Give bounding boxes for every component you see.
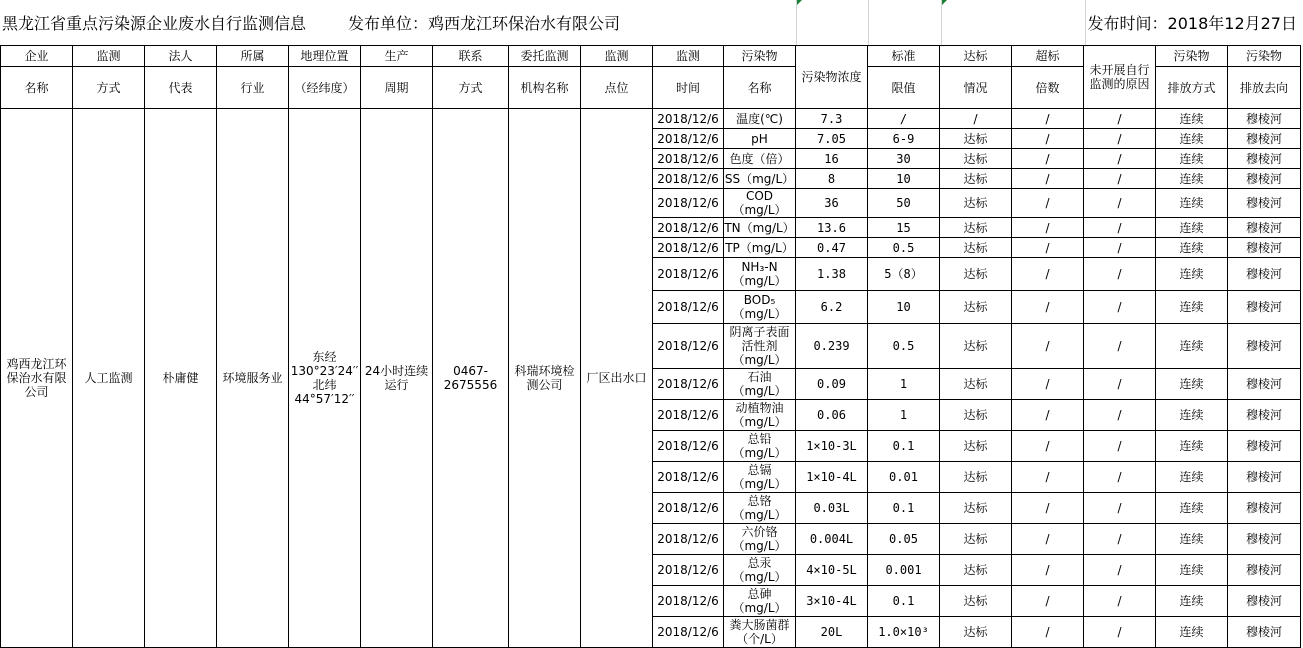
discharge-mode-cell[interactable]: 连续 [1156,555,1228,586]
status-cell[interactable]: 达标 [940,586,1012,617]
limit-cell[interactable]: 1 [868,400,940,431]
reason-cell[interactable]: / [1084,400,1156,431]
header-contact-bottom[interactable]: 方式 [433,67,509,109]
header-limit-bottom[interactable]: 限值 [868,67,940,109]
reason-cell[interactable]: / [1084,129,1156,149]
pollutant-cell[interactable]: 六价铬（mg/L） [724,524,796,555]
header-discharge-dest-bottom[interactable]: 排放去向 [1228,67,1301,109]
time-cell[interactable]: 2018/12/6 [653,189,724,218]
discharge-mode-cell[interactable]: 连续 [1156,324,1228,369]
concentration-cell[interactable]: 8 [796,169,868,189]
discharge-mode-cell[interactable]: 连续 [1156,586,1228,617]
status-cell[interactable]: 达标 [940,169,1012,189]
time-cell[interactable]: 2018/12/6 [653,324,724,369]
concentration-cell[interactable]: 0.239 [796,324,868,369]
status-cell[interactable]: 达标 [940,462,1012,493]
concentration-cell[interactable]: 0.03L [796,493,868,524]
pollutant-cell[interactable]: 阴离子表面活性剂（mg/L） [724,324,796,369]
status-cell[interactable]: 达标 [940,238,1012,258]
time-cell[interactable]: 2018/12/6 [653,617,724,648]
header-time-bottom[interactable]: 时间 [653,67,724,109]
status-cell[interactable]: 达标 [940,524,1012,555]
discharge-dest-cell[interactable]: 穆棱河 [1228,431,1301,462]
empty-cell[interactable] [797,0,869,45]
time-cell[interactable]: 2018/12/6 [653,524,724,555]
limit-cell[interactable]: 10 [868,169,940,189]
time-cell[interactable]: 2018/12/6 [653,218,724,238]
empty-cell[interactable] [942,0,1086,45]
time-cell[interactable]: 2018/12/6 [653,431,724,462]
header-point-bottom[interactable]: 点位 [581,67,653,109]
header-pollutant-bottom[interactable]: 名称 [724,67,796,109]
discharge-dest-cell[interactable]: 穆棱河 [1228,218,1301,238]
concentration-cell[interactable]: 7.05 [796,129,868,149]
discharge-mode-cell[interactable]: 连续 [1156,617,1228,648]
discharge-dest-cell[interactable]: 穆棱河 [1228,149,1301,169]
header-limit-top[interactable]: 标准 [868,46,940,67]
header-concentration[interactable]: 污染物浓度 [796,46,868,109]
location-cell[interactable]: 东经130°23′24′′北纬44°57′12′′ [289,109,361,648]
time-cell[interactable]: 2018/12/6 [653,586,724,617]
discharge-dest-cell[interactable]: 穆棱河 [1228,324,1301,369]
header-status-top[interactable]: 达标 [940,46,1012,67]
pollutant-cell[interactable]: 色度（倍） [724,149,796,169]
discharge-dest-cell[interactable]: 穆棱河 [1228,369,1301,400]
title-row [0,0,1303,45]
reason-cell[interactable]: / [1084,258,1156,291]
empty-cell[interactable] [869,0,942,45]
discharge-dest-cell[interactable]: 穆棱河 [1228,189,1301,218]
header-cycle-bottom[interactable]: 周期 [361,67,433,109]
status-cell[interactable]: 达标 [940,129,1012,149]
comment-marker [942,0,947,5]
status-cell[interactable]: 达标 [940,555,1012,586]
exceed-cell[interactable]: / [1012,169,1084,189]
pollutant-cell[interactable]: BOD₅（mg/L） [724,291,796,324]
reason-cell[interactable]: / [1084,109,1156,129]
concentration-cell[interactable]: 36 [796,189,868,218]
limit-cell[interactable]: 0.1 [868,431,940,462]
publish-date[interactable]: 发布时间：2018年12月27日 [1087,14,1297,33]
header-time-top[interactable]: 监测 [653,46,724,67]
status-cell[interactable]: 达标 [940,324,1012,369]
limit-cell[interactable]: / [868,109,940,129]
sheet-title-cell[interactable] [0,0,797,45]
reason-cell[interactable]: / [1084,369,1156,400]
reason-cell[interactable]: / [1084,555,1156,586]
pollutant-cell[interactable]: COD（mg/L） [724,189,796,218]
discharge-mode-cell[interactable]: 连续 [1156,238,1228,258]
reason-cell[interactable]: / [1084,169,1156,189]
header-company-name-top[interactable]: 企业 [1,46,73,67]
discharge-dest-cell[interactable]: 穆棱河 [1228,291,1301,324]
exceed-cell[interactable]: / [1012,218,1084,238]
time-cell[interactable]: 2018/12/6 [653,149,724,169]
exceed-cell[interactable]: / [1012,586,1084,617]
monitor-method-cell[interactable]: 人工监测 [73,109,145,648]
concentration-cell[interactable]: 13.6 [796,218,868,238]
header-point-top[interactable]: 监测 [581,46,653,67]
limit-cell[interactable]: 50 [868,189,940,218]
exceed-cell[interactable]: / [1012,493,1084,524]
concentration-cell[interactable]: 7.3 [796,109,868,129]
time-cell[interactable]: 2018/12/6 [653,369,724,400]
status-cell[interactable]: 达标 [940,218,1012,238]
limit-cell[interactable]: 15 [868,218,940,238]
exceed-cell[interactable]: / [1012,462,1084,493]
discharge-mode-cell[interactable]: 连续 [1156,291,1228,324]
time-cell[interactable]: 2018/12/6 [653,493,724,524]
header-monitor-method-top[interactable]: 监测 [73,46,145,67]
exceed-cell[interactable]: / [1012,431,1084,462]
limit-cell[interactable]: 0.1 [868,493,940,524]
header-pollutant-top[interactable]: 污染物 [724,46,796,67]
header-discharge-mode-bottom[interactable]: 排放方式 [1156,67,1228,109]
company-name-cell[interactable]: 鸡西龙江环保治水有限公司 [1,109,73,648]
concentration-cell[interactable]: 0.004L [796,524,868,555]
discharge-dest-cell[interactable]: 穆棱河 [1228,493,1301,524]
status-cell[interactable]: 达标 [940,400,1012,431]
header-legal-rep-bottom[interactable]: 代表 [145,67,217,109]
discharge-dest-cell[interactable]: 穆棱河 [1228,400,1301,431]
pollutant-cell[interactable]: 总砷（mg/L） [724,586,796,617]
status-cell[interactable]: 达标 [940,431,1012,462]
comment-marker [797,0,802,5]
limit-cell[interactable]: 30 [868,149,940,169]
reason-cell[interactable]: / [1084,324,1156,369]
reason-cell[interactable]: / [1084,218,1156,238]
status-cell[interactable]: / [940,109,1012,129]
discharge-mode-cell[interactable]: 连续 [1156,218,1228,238]
exceed-cell[interactable]: / [1012,238,1084,258]
limit-cell[interactable]: 1 [868,369,940,400]
exceed-cell[interactable]: / [1012,291,1084,324]
discharge-mode-cell[interactable]: 连续 [1156,462,1228,493]
time-cell[interactable]: 2018/12/6 [653,109,724,129]
pollutant-cell[interactable]: NH₃-N（mg/L） [724,258,796,291]
limit-cell[interactable]: 0.01 [868,462,940,493]
exceed-cell[interactable]: / [1012,369,1084,400]
limit-cell[interactable]: 5（8） [868,258,940,291]
pollutant-cell[interactable]: 总铅（mg/L） [724,431,796,462]
discharge-mode-cell[interactable]: 连续 [1156,493,1228,524]
status-cell[interactable]: 达标 [940,369,1012,400]
discharge-dest-cell[interactable]: 穆棱河 [1228,129,1301,149]
exceed-cell[interactable]: / [1012,324,1084,369]
status-cell[interactable]: 达标 [940,291,1012,324]
exceed-cell[interactable]: / [1012,149,1084,169]
exceed-cell[interactable]: / [1012,258,1084,291]
discharge-mode-cell[interactable]: 连续 [1156,129,1228,149]
concentration-cell[interactable]: 0.09 [796,369,868,400]
exceed-cell[interactable]: / [1012,617,1084,648]
reason-cell[interactable]: / [1084,149,1156,169]
pollutant-cell[interactable]: 温度(℃) [724,109,796,129]
header-legal-rep-top[interactable]: 法人 [145,46,217,67]
time-cell[interactable]: 2018/12/6 [653,400,724,431]
header-reason[interactable]: 未开展自行监测的原因 [1084,46,1156,109]
table-row [1,109,1301,129]
pollutant-cell[interactable]: pH [724,129,796,149]
header-discharge-dest-top[interactable]: 污染物 [1228,46,1301,67]
discharge-dest-cell[interactable]: 穆棱河 [1228,462,1301,493]
exceed-cell[interactable]: / [1012,109,1084,129]
header-status-bottom[interactable]: 情况 [940,67,1012,109]
time-cell[interactable]: 2018/12/6 [653,291,724,324]
discharge-dest-cell[interactable]: 穆棱河 [1228,524,1301,555]
pollutant-cell[interactable]: TN（mg/L） [724,218,796,238]
status-cell[interactable]: 达标 [940,189,1012,218]
concentration-cell[interactable]: 4×10-5L [796,555,868,586]
header-company-name-bottom[interactable]: 名称 [1,67,73,109]
header-industry-top[interactable]: 所属 [217,46,289,67]
monitoring-table [0,45,1301,648]
discharge-dest-cell[interactable]: 穆棱河 [1228,238,1301,258]
time-cell[interactable]: 2018/12/6 [653,555,724,586]
concentration-cell[interactable]: 0.47 [796,238,868,258]
header-location-bottom[interactable]: （经纬度） [289,67,361,109]
reason-cell[interactable]: / [1084,493,1156,524]
discharge-mode-cell[interactable]: 连续 [1156,524,1228,555]
time-cell[interactable]: 2018/12/6 [653,129,724,149]
discharge-mode-cell[interactable]: 连续 [1156,189,1228,218]
header-contact-top[interactable]: 联系 [433,46,509,67]
limit-cell[interactable]: 0.05 [868,524,940,555]
exceed-cell[interactable]: / [1012,400,1084,431]
reason-cell[interactable]: / [1084,291,1156,324]
concentration-cell[interactable]: 1×10-3L [796,431,868,462]
header-location-top[interactable]: 地理位置 [289,46,361,67]
exceed-cell[interactable]: / [1012,189,1084,218]
header-agency-top[interactable]: 委托监测 [509,46,581,67]
discharge-mode-cell[interactable]: 连续 [1156,400,1228,431]
pollutant-cell[interactable]: 石油（mg/L） [724,369,796,400]
concentration-cell[interactable]: 3×10-4L [796,586,868,617]
limit-cell[interactable]: 10 [868,291,940,324]
publisher: 发布单位：鸡西龙江环保治水有限公司 [348,14,621,33]
pollutant-cell[interactable]: 总镉（mg/L） [724,462,796,493]
point-cell[interactable]: 厂区出水口 [581,109,653,648]
discharge-mode-cell[interactable]: 连续 [1156,169,1228,189]
pollutant-cell[interactable]: 总铬（mg/L） [724,493,796,524]
discharge-dest-cell[interactable]: 穆棱河 [1228,258,1301,291]
pollutant-cell[interactable]: TP（mg/L） [724,238,796,258]
time-cell[interactable]: 2018/12/6 [653,258,724,291]
header-cycle-top[interactable]: 生产 [361,46,433,67]
pollutant-cell[interactable]: 总汞（mg/L） [724,555,796,586]
limit-cell[interactable]: 1.0×10³ [868,617,940,648]
limit-cell[interactable]: 0.5 [868,324,940,369]
status-cell[interactable]: 达标 [940,258,1012,291]
time-cell[interactable]: 2018/12/6 [653,169,724,189]
discharge-mode-cell[interactable]: 连续 [1156,109,1228,129]
concentration-cell[interactable]: 1.38 [796,258,868,291]
limit-cell[interactable]: 0.001 [868,555,940,586]
header-exceed-bottom[interactable]: 倍数 [1012,67,1084,109]
pollutant-cell[interactable]: 粪大肠菌群（个/L） [724,617,796,648]
status-cell[interactable]: 达标 [940,617,1012,648]
industry-cell[interactable]: 环境服务业 [217,109,289,648]
exceed-cell[interactable]: / [1012,129,1084,149]
time-cell[interactable]: 2018/12/6 [653,238,724,258]
concentration-cell[interactable]: 0.06 [796,400,868,431]
header-row-top [1,46,1301,67]
limit-cell[interactable]: 0.5 [868,238,940,258]
header-industry-bottom[interactable]: 行业 [217,67,289,109]
discharge-mode-cell[interactable]: 连续 [1156,369,1228,400]
contact-cell[interactable]: 0467-2675556 [433,109,509,648]
status-cell[interactable]: 达标 [940,493,1012,524]
discharge-dest-cell[interactable]: 穆棱河 [1228,169,1301,189]
reason-cell[interactable]: / [1084,586,1156,617]
reason-cell[interactable]: / [1084,431,1156,462]
discharge-dest-cell[interactable]: 穆棱河 [1228,617,1301,648]
legal-rep-cell[interactable]: 朴庸健 [145,109,217,648]
concentration-cell[interactable]: 20L [796,617,868,648]
reason-cell[interactable]: / [1084,189,1156,218]
header-discharge-mode-top[interactable]: 污染物 [1156,46,1228,67]
concentration-cell[interactable]: 6.2 [796,291,868,324]
discharge-mode-cell[interactable]: 连续 [1156,431,1228,462]
discharge-dest-cell[interactable]: 穆棱河 [1228,109,1301,129]
agency-cell[interactable]: 科瑞环境检测公司 [509,109,581,648]
status-cell[interactable]: 达标 [940,149,1012,169]
exceed-cell[interactable]: / [1012,555,1084,586]
reason-cell[interactable]: / [1084,617,1156,648]
reason-cell[interactable]: / [1084,238,1156,258]
concentration-cell[interactable]: 16 [796,149,868,169]
reason-cell[interactable]: / [1084,524,1156,555]
discharge-dest-cell[interactable]: 穆棱河 [1228,555,1301,586]
reason-cell[interactable]: / [1084,462,1156,493]
time-cell[interactable]: 2018/12/6 [653,462,724,493]
header-exceed-top[interactable]: 超标 [1012,46,1084,67]
header-agency-bottom[interactable]: 机构名称 [509,67,581,109]
concentration-cell[interactable]: 1×10-4L [796,462,868,493]
sheet-title: 黑龙江省重点污染源企业废水自行监测信息 [2,14,307,33]
discharge-mode-cell[interactable]: 连续 [1156,149,1228,169]
exceed-cell[interactable]: / [1012,524,1084,555]
discharge-dest-cell[interactable]: 穆棱河 [1228,586,1301,617]
header-monitor-method-bottom[interactable]: 方式 [73,67,145,109]
pollutant-cell[interactable]: SS（mg/L） [724,169,796,189]
cycle-cell[interactable]: 24小时连续运行 [361,109,433,648]
limit-cell[interactable]: 6-9 [868,129,940,149]
limit-cell[interactable]: 0.1 [868,586,940,617]
pollutant-cell[interactable]: 动植物油（mg/L） [724,400,796,431]
discharge-mode-cell[interactable]: 连续 [1156,258,1228,291]
